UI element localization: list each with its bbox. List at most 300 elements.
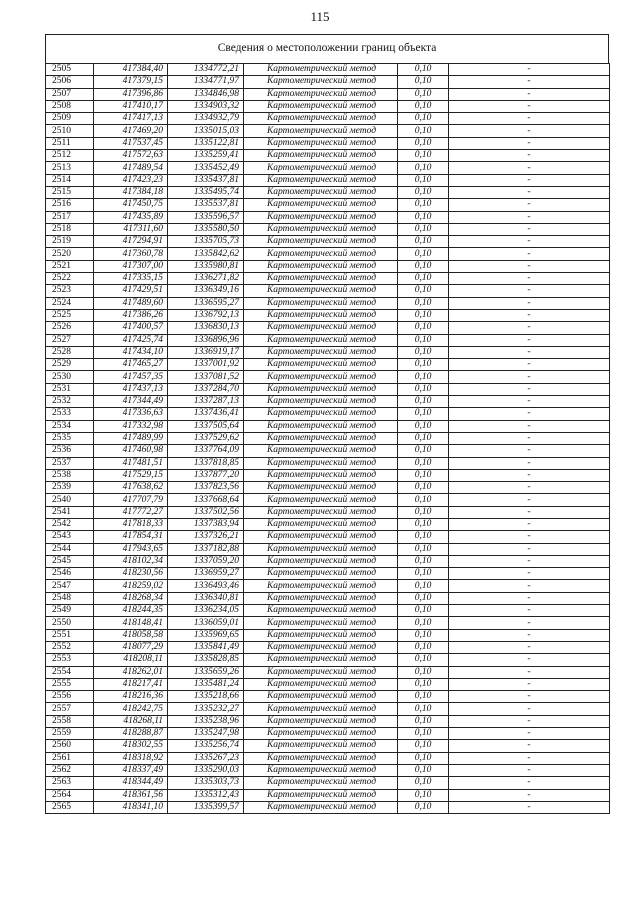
x-coordinate-cell: 417344,49	[94, 396, 168, 408]
x-coordinate-cell: 418341,10	[94, 801, 168, 813]
point-number-cell: 2527	[46, 334, 94, 346]
point-number-cell: 2542	[46, 518, 94, 530]
method-cell: Картометрический метод	[244, 125, 398, 137]
precision-cell: 0,10	[398, 518, 449, 530]
point-number-cell: 2533	[46, 408, 94, 420]
description-cell: -	[449, 359, 610, 371]
precision-cell: 0,10	[398, 383, 449, 395]
description-cell: -	[449, 777, 610, 789]
point-number-cell: 2553	[46, 654, 94, 666]
x-coordinate-cell: 417638,62	[94, 482, 168, 494]
table-row	[46, 236, 610, 248]
table-row	[46, 76, 610, 88]
x-coordinate-cell: 417294,91	[94, 236, 168, 248]
table-row	[46, 506, 610, 518]
method-cell: Картометрический метод	[244, 359, 398, 371]
precision-cell: 0,10	[398, 260, 449, 272]
precision-cell: 0,10	[398, 309, 449, 321]
y-coordinate-cell: 1336792,13	[168, 309, 244, 321]
precision-cell: 0,10	[398, 137, 449, 149]
point-number-cell: 2529	[46, 359, 94, 371]
method-cell: Картометрический метод	[244, 420, 398, 432]
table-row	[46, 408, 610, 420]
point-number-cell: 2532	[46, 396, 94, 408]
x-coordinate-cell: 418058,58	[94, 629, 168, 641]
point-number-cell: 2560	[46, 740, 94, 752]
precision-cell: 0,10	[398, 285, 449, 297]
point-number-cell: 2556	[46, 691, 94, 703]
x-coordinate-cell: 417818,33	[94, 518, 168, 530]
description-cell: -	[449, 445, 610, 457]
description-cell: -	[449, 494, 610, 506]
description-cell: -	[449, 223, 610, 235]
point-number-cell: 2522	[46, 273, 94, 285]
precision-cell: 0,10	[398, 334, 449, 346]
y-coordinate-cell: 1337764,09	[168, 445, 244, 457]
precision-cell: 0,10	[398, 752, 449, 764]
precision-cell: 0,10	[398, 64, 449, 76]
description-cell: -	[449, 420, 610, 432]
y-coordinate-cell: 1337818,85	[168, 457, 244, 469]
y-coordinate-cell: 1334903,32	[168, 100, 244, 112]
description-cell: -	[449, 309, 610, 321]
method-cell: Картометрический метод	[244, 223, 398, 235]
description-cell: -	[449, 678, 610, 690]
description-cell: -	[449, 764, 610, 776]
y-coordinate-cell: 1337823,56	[168, 482, 244, 494]
precision-cell: 0,10	[398, 199, 449, 211]
method-cell: Картометрический метод	[244, 666, 398, 678]
method-cell: Картометрический метод	[244, 482, 398, 494]
precision-cell: 0,10	[398, 678, 449, 690]
point-number-cell: 2523	[46, 285, 94, 297]
method-cell: Картометрический метод	[244, 568, 398, 580]
y-coordinate-cell: 1336349,16	[168, 285, 244, 297]
precision-cell: 0,10	[398, 568, 449, 580]
method-cell: Картометрический метод	[244, 260, 398, 272]
description-cell: -	[449, 285, 610, 297]
method-cell: Картометрический метод	[244, 641, 398, 653]
method-cell: Картометрический метод	[244, 248, 398, 260]
table-row	[46, 223, 610, 235]
description-cell: -	[449, 137, 610, 149]
y-coordinate-cell: 1337182,88	[168, 543, 244, 555]
method-cell: Картометрический метод	[244, 297, 398, 309]
table-row	[46, 605, 610, 617]
method-cell: Картометрический метод	[244, 383, 398, 395]
method-cell: Картометрический метод	[244, 728, 398, 740]
precision-cell: 0,10	[398, 76, 449, 88]
precision-cell: 0,10	[398, 211, 449, 223]
y-coordinate-cell: 1335495,74	[168, 186, 244, 198]
x-coordinate-cell: 417854,31	[94, 531, 168, 543]
method-cell: Картометрический метод	[244, 408, 398, 420]
table-row	[46, 678, 610, 690]
description-cell: -	[449, 383, 610, 395]
y-coordinate-cell: 1337502,56	[168, 506, 244, 518]
precision-cell: 0,10	[398, 703, 449, 715]
table-row	[46, 629, 610, 641]
description-cell: -	[449, 629, 610, 641]
x-coordinate-cell: 417489,60	[94, 297, 168, 309]
point-number-cell: 2512	[46, 150, 94, 162]
point-number-cell: 2562	[46, 764, 94, 776]
table-row	[46, 666, 610, 678]
x-coordinate-cell: 418230,56	[94, 568, 168, 580]
x-coordinate-cell: 418208,11	[94, 654, 168, 666]
precision-cell: 0,10	[398, 371, 449, 383]
table-row	[46, 100, 610, 112]
precision-cell: 0,10	[398, 494, 449, 506]
table-row	[46, 457, 610, 469]
precision-cell: 0,10	[398, 629, 449, 641]
description-cell: -	[449, 740, 610, 752]
point-number-cell: 2528	[46, 346, 94, 358]
method-cell: Картометрический метод	[244, 309, 398, 321]
x-coordinate-cell: 418102,34	[94, 555, 168, 567]
y-coordinate-cell: 1337383,94	[168, 518, 244, 530]
precision-cell: 0,10	[398, 469, 449, 481]
table-row	[46, 359, 610, 371]
method-cell: Картометрический метод	[244, 506, 398, 518]
x-coordinate-cell: 417457,35	[94, 371, 168, 383]
precision-cell: 0,10	[398, 100, 449, 112]
y-coordinate-cell: 1335580,50	[168, 223, 244, 235]
table-row	[46, 322, 610, 334]
x-coordinate-cell: 417489,54	[94, 162, 168, 174]
table-row	[46, 383, 610, 395]
y-coordinate-cell: 1335247,98	[168, 728, 244, 740]
point-number-cell: 2549	[46, 605, 94, 617]
precision-cell: 0,10	[398, 125, 449, 137]
description-cell: -	[449, 125, 610, 137]
precision-cell: 0,10	[398, 359, 449, 371]
description-cell: -	[449, 801, 610, 813]
table-row	[46, 137, 610, 149]
table-row	[46, 641, 610, 653]
table-row	[46, 482, 610, 494]
table-row	[46, 150, 610, 162]
method-cell: Картометрический метод	[244, 162, 398, 174]
x-coordinate-cell: 417537,45	[94, 137, 168, 149]
table-row	[46, 199, 610, 211]
method-cell: Картометрический метод	[244, 64, 398, 76]
x-coordinate-cell: 417336,63	[94, 408, 168, 420]
precision-cell: 0,10	[398, 396, 449, 408]
precision-cell: 0,10	[398, 346, 449, 358]
x-coordinate-cell: 417425,74	[94, 334, 168, 346]
y-coordinate-cell: 1335399,57	[168, 801, 244, 813]
point-number-cell: 2563	[46, 777, 94, 789]
method-cell: Картометрический метод	[244, 371, 398, 383]
method-cell: Картометрический метод	[244, 346, 398, 358]
point-number-cell: 2521	[46, 260, 94, 272]
table-row	[46, 211, 610, 223]
precision-cell: 0,10	[398, 801, 449, 813]
description-cell: -	[449, 113, 610, 125]
x-coordinate-cell: 417572,63	[94, 150, 168, 162]
method-cell: Картометрический метод	[244, 334, 398, 346]
table-row	[46, 703, 610, 715]
point-number-cell: 2508	[46, 100, 94, 112]
description-cell: -	[449, 555, 610, 567]
method-cell: Картометрический метод	[244, 211, 398, 223]
point-number-cell: 2565	[46, 801, 94, 813]
y-coordinate-cell: 1337529,62	[168, 432, 244, 444]
precision-cell: 0,10	[398, 223, 449, 235]
table-row	[46, 715, 610, 727]
description-cell: -	[449, 88, 610, 100]
precision-cell: 0,10	[398, 789, 449, 801]
x-coordinate-cell: 417335,15	[94, 273, 168, 285]
method-cell: Картометрический метод	[244, 186, 398, 198]
y-coordinate-cell: 1335596,57	[168, 211, 244, 223]
description-cell: -	[449, 703, 610, 715]
point-number-cell: 2516	[46, 199, 94, 211]
method-cell: Картометрический метод	[244, 445, 398, 457]
point-number-cell: 2550	[46, 617, 94, 629]
description-cell: -	[449, 506, 610, 518]
method-cell: Картометрический метод	[244, 199, 398, 211]
y-coordinate-cell: 1337059,20	[168, 555, 244, 567]
method-cell: Картометрический метод	[244, 100, 398, 112]
description-cell: -	[449, 371, 610, 383]
page-number: 115	[310, 9, 330, 24]
table-row	[46, 334, 610, 346]
point-number-cell: 2543	[46, 531, 94, 543]
point-number-cell: 2534	[46, 420, 94, 432]
description-cell: -	[449, 76, 610, 88]
description-cell: -	[449, 334, 610, 346]
x-coordinate-cell: 418344,49	[94, 777, 168, 789]
point-number-cell: 2535	[46, 432, 94, 444]
table-row	[46, 531, 610, 543]
point-number-cell: 2541	[46, 506, 94, 518]
precision-cell: 0,10	[398, 150, 449, 162]
method-cell: Картометрический метод	[244, 113, 398, 125]
y-coordinate-cell: 1336830,13	[168, 322, 244, 334]
table-row	[46, 494, 610, 506]
point-number-cell: 2505	[46, 64, 94, 76]
description-cell: -	[449, 150, 610, 162]
y-coordinate-cell: 1336959,27	[168, 568, 244, 580]
x-coordinate-cell: 417434,10	[94, 346, 168, 358]
description-cell: -	[449, 322, 610, 334]
y-coordinate-cell: 1337505,64	[168, 420, 244, 432]
y-coordinate-cell: 1337284,70	[168, 383, 244, 395]
y-coordinate-cell: 1335537,81	[168, 199, 244, 211]
precision-cell: 0,10	[398, 273, 449, 285]
x-coordinate-cell: 417450,75	[94, 199, 168, 211]
method-cell: Картометрический метод	[244, 432, 398, 444]
x-coordinate-cell: 417943,65	[94, 543, 168, 555]
x-coordinate-cell: 418288,87	[94, 728, 168, 740]
x-coordinate-cell: 417481,51	[94, 457, 168, 469]
boundary-coordinates-table	[45, 63, 610, 814]
point-number-cell: 2564	[46, 789, 94, 801]
method-cell: Картометрический метод	[244, 457, 398, 469]
y-coordinate-cell: 1336896,96	[168, 334, 244, 346]
precision-cell: 0,10	[398, 605, 449, 617]
method-cell: Картометрический метод	[244, 396, 398, 408]
point-number-cell: 2544	[46, 543, 94, 555]
y-coordinate-cell: 1334772,21	[168, 64, 244, 76]
method-cell: Картометрический метод	[244, 555, 398, 567]
x-coordinate-cell: 418318,92	[94, 752, 168, 764]
point-number-cell: 2547	[46, 580, 94, 592]
y-coordinate-cell: 1335122,81	[168, 137, 244, 149]
precision-cell: 0,10	[398, 113, 449, 125]
description-cell: -	[449, 691, 610, 703]
y-coordinate-cell: 1335303,73	[168, 777, 244, 789]
point-number-cell: 2520	[46, 248, 94, 260]
table-row	[46, 752, 610, 764]
method-cell: Картометрический метод	[244, 654, 398, 666]
precision-cell: 0,10	[398, 580, 449, 592]
point-number-cell: 2539	[46, 482, 94, 494]
x-coordinate-cell: 417489,99	[94, 432, 168, 444]
description-cell: -	[449, 100, 610, 112]
table-row	[46, 691, 610, 703]
description-cell: -	[449, 654, 610, 666]
description-cell: -	[449, 211, 610, 223]
y-coordinate-cell: 1335218,66	[168, 691, 244, 703]
precision-cell: 0,10	[398, 666, 449, 678]
x-coordinate-cell: 417332,98	[94, 420, 168, 432]
x-coordinate-cell: 418217,41	[94, 678, 168, 690]
precision-cell: 0,10	[398, 445, 449, 457]
x-coordinate-cell: 417460,98	[94, 445, 168, 457]
x-coordinate-cell: 417311,60	[94, 223, 168, 235]
precision-cell: 0,10	[398, 420, 449, 432]
precision-cell: 0,10	[398, 408, 449, 420]
precision-cell: 0,10	[398, 641, 449, 653]
y-coordinate-cell: 1337326,21	[168, 531, 244, 543]
y-coordinate-cell: 1335015,03	[168, 125, 244, 137]
table-row	[46, 174, 610, 186]
x-coordinate-cell: 418244,35	[94, 605, 168, 617]
precision-cell: 0,10	[398, 162, 449, 174]
table-row	[46, 162, 610, 174]
description-cell: -	[449, 260, 610, 272]
point-number-cell: 2530	[46, 371, 94, 383]
table-row	[46, 764, 610, 776]
table-row	[46, 568, 610, 580]
method-cell: Картометрический метод	[244, 285, 398, 297]
x-coordinate-cell: 417379,15	[94, 76, 168, 88]
precision-cell: 0,10	[398, 88, 449, 100]
table-row	[46, 285, 610, 297]
point-number-cell: 2526	[46, 322, 94, 334]
y-coordinate-cell: 1335659,26	[168, 666, 244, 678]
table-row	[46, 420, 610, 432]
description-cell: -	[449, 641, 610, 653]
y-coordinate-cell: 1336919,17	[168, 346, 244, 358]
y-coordinate-cell: 1335437,81	[168, 174, 244, 186]
table-row	[46, 580, 610, 592]
precision-cell: 0,10	[398, 531, 449, 543]
precision-cell: 0,10	[398, 186, 449, 198]
description-cell: -	[449, 715, 610, 727]
y-coordinate-cell: 1334771,97	[168, 76, 244, 88]
x-coordinate-cell: 418268,34	[94, 592, 168, 604]
description-cell: -	[449, 518, 610, 530]
precision-cell: 0,10	[398, 691, 449, 703]
x-coordinate-cell: 417437,13	[94, 383, 168, 395]
x-coordinate-cell: 417707,79	[94, 494, 168, 506]
table-title: Сведения о местоположении границ объекта	[45, 34, 609, 63]
point-number-cell: 2525	[46, 309, 94, 321]
description-cell: -	[449, 617, 610, 629]
point-number-cell: 2507	[46, 88, 94, 100]
method-cell: Картометрический метод	[244, 629, 398, 641]
y-coordinate-cell: 1335980,81	[168, 260, 244, 272]
y-coordinate-cell: 1336234,05	[168, 605, 244, 617]
description-cell: -	[449, 580, 610, 592]
y-coordinate-cell: 1337436,41	[168, 408, 244, 420]
x-coordinate-cell: 417417,13	[94, 113, 168, 125]
table-row	[46, 248, 610, 260]
table-row	[46, 445, 610, 457]
precision-cell: 0,10	[398, 555, 449, 567]
description-cell: -	[449, 728, 610, 740]
table-row	[46, 617, 610, 629]
point-number-cell: 2517	[46, 211, 94, 223]
method-cell: Картометрический метод	[244, 518, 398, 530]
x-coordinate-cell: 417469,20	[94, 125, 168, 137]
method-cell: Картометрический метод	[244, 137, 398, 149]
x-coordinate-cell: 417396,86	[94, 88, 168, 100]
method-cell: Картометрический метод	[244, 531, 398, 543]
y-coordinate-cell: 1335256,74	[168, 740, 244, 752]
table-row	[46, 64, 610, 76]
precision-cell: 0,10	[398, 457, 449, 469]
y-coordinate-cell: 1336271,82	[168, 273, 244, 285]
table-row	[46, 297, 610, 309]
table-body	[46, 64, 610, 814]
description-cell: -	[449, 432, 610, 444]
table-row	[46, 789, 610, 801]
point-number-cell: 2515	[46, 186, 94, 198]
point-number-cell: 2513	[46, 162, 94, 174]
method-cell: Картометрический метод	[244, 76, 398, 88]
method-cell: Картометрический метод	[244, 715, 398, 727]
y-coordinate-cell: 1337001,92	[168, 359, 244, 371]
precision-cell: 0,10	[398, 174, 449, 186]
description-cell: -	[449, 482, 610, 494]
point-number-cell: 2551	[46, 629, 94, 641]
precision-cell: 0,10	[398, 654, 449, 666]
method-cell: Картометрический метод	[244, 174, 398, 186]
description-cell: -	[449, 469, 610, 481]
table-row	[46, 518, 610, 530]
precision-cell: 0,10	[398, 777, 449, 789]
precision-cell: 0,10	[398, 617, 449, 629]
y-coordinate-cell: 1337081,52	[168, 371, 244, 383]
method-cell: Картометрический метод	[244, 740, 398, 752]
precision-cell: 0,10	[398, 322, 449, 334]
precision-cell: 0,10	[398, 592, 449, 604]
table-row	[46, 186, 610, 198]
x-coordinate-cell: 418302,55	[94, 740, 168, 752]
y-coordinate-cell: 1335232,27	[168, 703, 244, 715]
y-coordinate-cell: 1336595,27	[168, 297, 244, 309]
y-coordinate-cell: 1335705,73	[168, 236, 244, 248]
description-cell: -	[449, 568, 610, 580]
method-cell: Картометрический метод	[244, 752, 398, 764]
x-coordinate-cell: 417384,18	[94, 186, 168, 198]
method-cell: Картометрический метод	[244, 543, 398, 555]
